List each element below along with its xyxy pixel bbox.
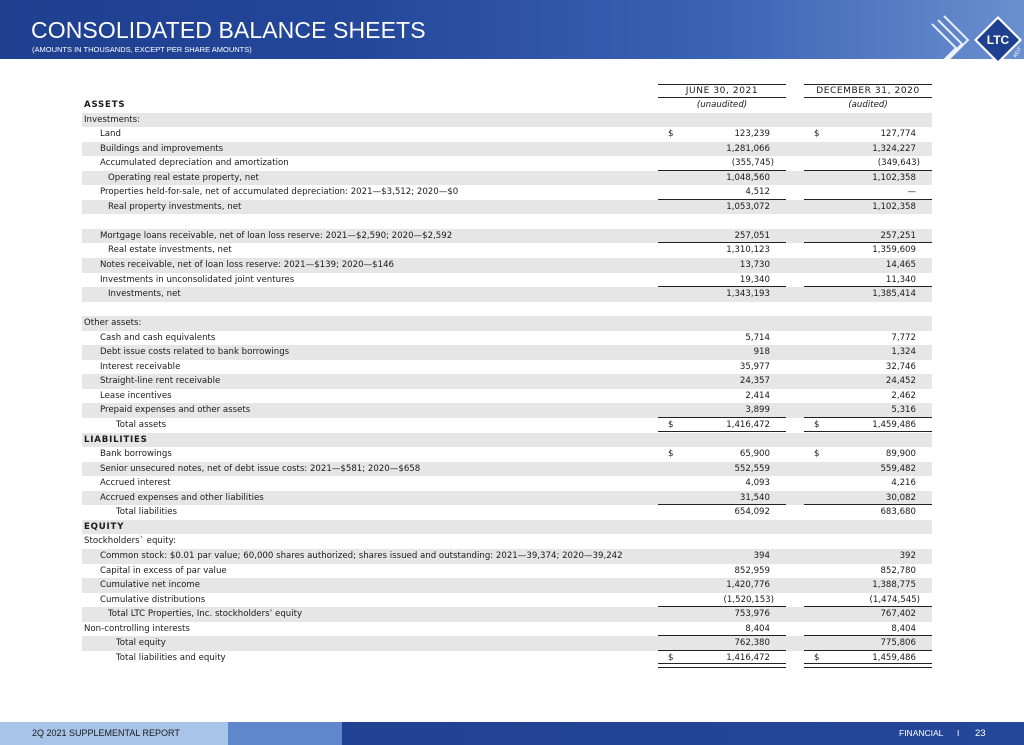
value-june-2021 <box>658 127 786 142</box>
cell-value: 3,899 <box>745 405 770 416</box>
value-june-2021 <box>658 185 786 200</box>
row-label: Buildings and improvements <box>100 143 224 154</box>
value-dec-2020 <box>804 287 932 302</box>
value-june-2021 <box>658 258 786 273</box>
table-row <box>82 651 932 666</box>
row-label: Non-controlling interests <box>84 623 190 634</box>
value-dec-2020 <box>804 229 932 244</box>
value-dec-2020 <box>804 593 932 608</box>
value-dec-2020 <box>804 331 932 346</box>
cell-value: 7,772 <box>891 332 916 343</box>
value-dec-2020 <box>804 476 932 491</box>
table-row <box>82 214 932 229</box>
cell-value: 552,559 <box>734 463 770 474</box>
value-dec-2020 <box>804 258 932 273</box>
page-header <box>0 0 1024 59</box>
row-label: Accumulated depreciation and amortization <box>100 158 289 169</box>
table-row <box>82 185 932 200</box>
value-june-2021 <box>658 331 786 346</box>
row-label: Notes receivable, net of loan loss reserve: 2021—$139; 2020—$146 <box>100 260 395 271</box>
value-june-2021 <box>658 593 786 608</box>
cell-value: 1,385,414 <box>872 289 916 300</box>
row-label: Land <box>100 129 121 140</box>
table-row <box>82 403 932 418</box>
table-row <box>82 156 932 171</box>
cell-value: 1,281,066 <box>726 143 770 154</box>
cell-value: (355,745) <box>731 158 774 169</box>
row-label: Real estate investments, net <box>108 245 232 256</box>
row-label: Investments in unconsolidated joint ventures <box>100 274 295 285</box>
cell-value: 852,780 <box>880 565 916 576</box>
value-dec-2020 <box>804 578 932 593</box>
table-row <box>82 331 932 346</box>
logo-text: LTC <box>986 33 1010 47</box>
row-label: Total LTC Properties, Inc. stockholders’ equity <box>108 609 303 620</box>
currency-symbol: $ <box>814 420 820 431</box>
value-june-2021 <box>658 360 786 375</box>
value-dec-2020 <box>804 636 932 651</box>
cell-value: 1,310,123 <box>726 245 770 256</box>
section-heading: LIABILITIES <box>84 434 148 445</box>
table-row <box>82 229 932 244</box>
cell-value: 767,402 <box>880 609 916 620</box>
cell-value: 2,414 <box>745 390 770 401</box>
cell-value: 775,806 <box>880 638 916 649</box>
table-row <box>82 520 932 535</box>
table-row <box>82 534 932 549</box>
table-row <box>82 200 932 215</box>
value-june-2021 <box>658 505 786 520</box>
page-number: 23 <box>975 728 986 739</box>
section-heading: ASSETS <box>84 100 126 110</box>
cell-value: 918 <box>753 347 770 358</box>
table-row <box>82 549 932 564</box>
cell-value: 31,540 <box>739 492 770 503</box>
table-row <box>82 418 932 433</box>
cell-value: 1,420,776 <box>726 580 770 591</box>
cell-value: 2,462 <box>891 390 916 401</box>
value-june-2021 <box>658 273 786 288</box>
cell-value: 1,416,472 <box>726 652 770 663</box>
value-june-2021 <box>658 287 786 302</box>
value-june-2021 <box>658 462 786 477</box>
currency-symbol: $ <box>814 129 820 140</box>
row-label: Senior unsecured notes, net of debt issue costs: 2021—$581; 2020—$658 <box>100 463 421 474</box>
row-label: Investments: <box>84 114 141 125</box>
cell-value: 32,746 <box>885 361 916 372</box>
row-label: Prepaid expenses and other assets <box>100 405 251 416</box>
table-row <box>82 171 932 186</box>
cell-value: 127,774 <box>880 129 916 140</box>
cell-value: 1,324,227 <box>872 143 916 154</box>
row-label: Interest receivable <box>100 361 181 372</box>
row-label: Accrued interest <box>100 478 171 489</box>
table-row <box>82 636 932 651</box>
row-label: Total assets <box>116 420 167 431</box>
table-row <box>82 345 932 360</box>
currency-symbol: $ <box>668 449 674 460</box>
page-title: CONSOLIDATED BALANCE SHEETS <box>31 17 426 43</box>
value-dec-2020 <box>804 447 932 462</box>
value-dec-2020 <box>804 360 932 375</box>
row-label: Properties held-for-sale, net of accumulated depreciation: 2021—$3,512; 2020—$0 <box>100 187 459 198</box>
row-label: Total liabilities and equity <box>116 652 226 663</box>
value-june-2021 <box>658 476 786 491</box>
cell-value: 1,048,560 <box>726 172 770 183</box>
value-june-2021 <box>658 403 786 418</box>
currency-symbol: $ <box>668 652 674 663</box>
value-dec-2020 <box>804 389 932 404</box>
value-dec-2020 <box>804 607 932 622</box>
value-dec-2020 <box>804 127 932 142</box>
value-dec-2020 <box>804 505 932 520</box>
currency-symbol: $ <box>668 420 674 431</box>
cell-value: 5,316 <box>891 405 916 416</box>
value-dec-2020 <box>804 622 932 637</box>
table-row <box>82 593 932 608</box>
value-dec-2020 <box>804 156 932 171</box>
table-row <box>82 389 932 404</box>
cell-value: 1,102,358 <box>872 172 916 183</box>
value-dec-2020 <box>804 200 932 215</box>
value-june-2021 <box>658 491 786 506</box>
cell-value: 1,359,609 <box>872 245 916 256</box>
cell-value: 11,340 <box>885 274 916 285</box>
value-june-2021 <box>658 447 786 462</box>
cell-value: 123,239 <box>734 129 770 140</box>
table-row <box>82 243 932 258</box>
table-row <box>82 273 932 288</box>
row-label: Straight-line rent receivable <box>100 376 221 387</box>
cell-value: (unaudited) <box>696 100 748 110</box>
table-row <box>82 578 932 593</box>
table-row <box>82 505 932 520</box>
value-june-2021 <box>658 200 786 215</box>
value-dec-2020 <box>804 651 932 666</box>
cell-value: 5,714 <box>745 332 770 343</box>
column-header-june-2021: JUNE 30, 2021 <box>658 84 786 98</box>
row-label: Cash and cash equivalents <box>100 332 216 343</box>
table-row <box>82 127 932 142</box>
cell-value: 1,324 <box>891 347 916 358</box>
cell-value: 1,343,193 <box>726 289 770 300</box>
table-row <box>82 98 932 113</box>
value-june-2021 <box>658 418 786 433</box>
cell-value: 1,416,472 <box>726 420 770 431</box>
value-dec-2020 <box>804 345 932 360</box>
cell-value: 852,959 <box>734 565 770 576</box>
cell-value: 8,404 <box>891 623 916 634</box>
cell-value: 257,251 <box>880 230 916 241</box>
row-label: Mortgage loans receivable, net of loan loss reserve: 2021—$2,590; 2020—$2,592 <box>100 230 453 241</box>
table-row <box>82 258 932 273</box>
cell-value: 257,051 <box>734 230 770 241</box>
value-june-2021 <box>658 622 786 637</box>
row-label: Total equity <box>116 638 166 649</box>
footer-report-name: 2Q 2021 SUPPLEMENTAL REPORT <box>32 728 180 738</box>
cell-value: 30,082 <box>885 492 916 503</box>
table-row <box>82 462 932 477</box>
value-dec-2020 <box>804 491 932 506</box>
table-row <box>82 447 932 462</box>
cell-value: 4,216 <box>891 478 916 489</box>
value-june-2021 <box>658 578 786 593</box>
cell-value: 1,459,486 <box>872 420 916 431</box>
cell-value: 654,092 <box>734 507 770 518</box>
value-dec-2020 <box>804 171 932 186</box>
cell-value: 8,404 <box>745 623 770 634</box>
value-dec-2020 <box>804 462 932 477</box>
cell-value: 89,900 <box>885 449 916 460</box>
cell-value: 392 <box>899 550 916 561</box>
table-row <box>82 302 932 317</box>
table-row <box>82 287 932 302</box>
cell-value: (1,474,545) <box>869 594 920 605</box>
section-heading: EQUITY <box>84 521 125 532</box>
row-label: Accrued expenses and other liabilities <box>100 492 264 503</box>
cell-value: 13,730 <box>739 260 770 271</box>
cell-value: 4,512 <box>745 187 770 198</box>
currency-symbol: $ <box>814 652 820 663</box>
value-dec-2020 <box>804 185 932 200</box>
table-row <box>82 607 932 622</box>
value-june-2021 <box>658 345 786 360</box>
cell-value: 1,053,072 <box>726 201 770 212</box>
value-dec-2020 <box>804 98 932 113</box>
currency-symbol: $ <box>814 449 820 460</box>
cell-value: (audited) <box>848 100 888 110</box>
value-dec-2020 <box>804 403 932 418</box>
value-june-2021 <box>658 636 786 651</box>
table-row <box>82 476 932 491</box>
value-dec-2020 <box>804 142 932 157</box>
table-row <box>82 142 932 157</box>
logo-subtext: REIT <box>1012 46 1024 59</box>
value-june-2021 <box>658 564 786 579</box>
cell-value: 762,380 <box>734 638 770 649</box>
row-label: Bank borrowings <box>100 449 172 460</box>
table-body <box>82 98 932 665</box>
footer-separator: I <box>957 728 960 738</box>
value-dec-2020 <box>804 549 932 564</box>
row-label: Lease incentives <box>100 390 172 401</box>
value-june-2021 <box>658 389 786 404</box>
column-header-dec-2020: DECEMBER 31, 2020 <box>804 84 932 98</box>
cell-value: 1,459,486 <box>872 652 916 663</box>
column-header-row <box>82 84 932 98</box>
table-row <box>82 564 932 579</box>
value-dec-2020 <box>804 374 932 389</box>
value-june-2021 <box>658 607 786 622</box>
row-label: Investments, net <box>108 289 181 300</box>
cell-value: 753,976 <box>734 609 770 620</box>
value-june-2021 <box>658 142 786 157</box>
value-june-2021 <box>658 243 786 258</box>
cell-value: 24,357 <box>739 376 770 387</box>
cell-value: (1,520,153) <box>723 594 774 605</box>
value-june-2021 <box>658 98 786 113</box>
row-label: Total liabilities <box>116 507 177 518</box>
row-label: Capital in excess of par value <box>100 565 227 576</box>
cell-value: 1,102,358 <box>872 201 916 212</box>
value-june-2021 <box>658 651 786 666</box>
cell-value: 65,900 <box>739 449 770 460</box>
table-row <box>82 491 932 506</box>
table-row <box>82 360 932 375</box>
row-label: Real property investments, net <box>108 201 242 212</box>
cell-value: 14,465 <box>885 260 916 271</box>
cell-value: (349,643) <box>877 158 920 169</box>
cell-value: 683,680 <box>880 507 916 518</box>
value-dec-2020 <box>804 564 932 579</box>
cell-value: 35,977 <box>739 361 770 372</box>
value-dec-2020 <box>804 273 932 288</box>
table-row <box>82 113 932 128</box>
ltc-reit-logo <box>928 6 1024 68</box>
row-label: Cumulative net income <box>100 580 201 591</box>
currency-symbol: $ <box>668 129 674 140</box>
value-june-2021 <box>658 229 786 244</box>
value-dec-2020 <box>804 418 932 433</box>
table-row <box>82 622 932 637</box>
value-june-2021 <box>658 374 786 389</box>
table-row <box>82 374 932 389</box>
row-label: Cumulative distributions <box>100 594 206 605</box>
cell-value: 1,388,775 <box>872 580 916 591</box>
value-june-2021 <box>658 156 786 171</box>
table-row <box>82 433 932 448</box>
value-dec-2020 <box>804 243 932 258</box>
cell-value: 559,482 <box>880 463 916 474</box>
row-label: Common stock: $0.01 par value; 60,000 shares authorized; shares issued and outstanding: 2021—39,374; 2020—39,242 <box>100 550 623 561</box>
row-label: Operating real estate property, net <box>108 172 259 183</box>
cell-value: 394 <box>753 550 770 561</box>
value-june-2021 <box>658 171 786 186</box>
cell-value: 4,093 <box>745 478 770 489</box>
value-june-2021 <box>658 549 786 564</box>
footer-mid-segment <box>228 722 342 745</box>
page-subtitle: (AMOUNTS IN THOUSANDS, EXCEPT PER SHARE AMOUNTS) <box>32 45 252 54</box>
footer-section-name: FINANCIAL <box>899 728 944 738</box>
row-label: Debt issue costs related to bank borrowings <box>100 347 290 358</box>
cell-value: 24,452 <box>885 376 916 387</box>
table-row <box>82 316 932 331</box>
page-footer <box>0 722 1024 745</box>
cell-value: — <box>907 187 916 198</box>
row-label: Other assets: <box>84 318 142 329</box>
row-label: Stockholders` equity: <box>84 536 176 547</box>
cell-value: 19,340 <box>739 274 770 285</box>
